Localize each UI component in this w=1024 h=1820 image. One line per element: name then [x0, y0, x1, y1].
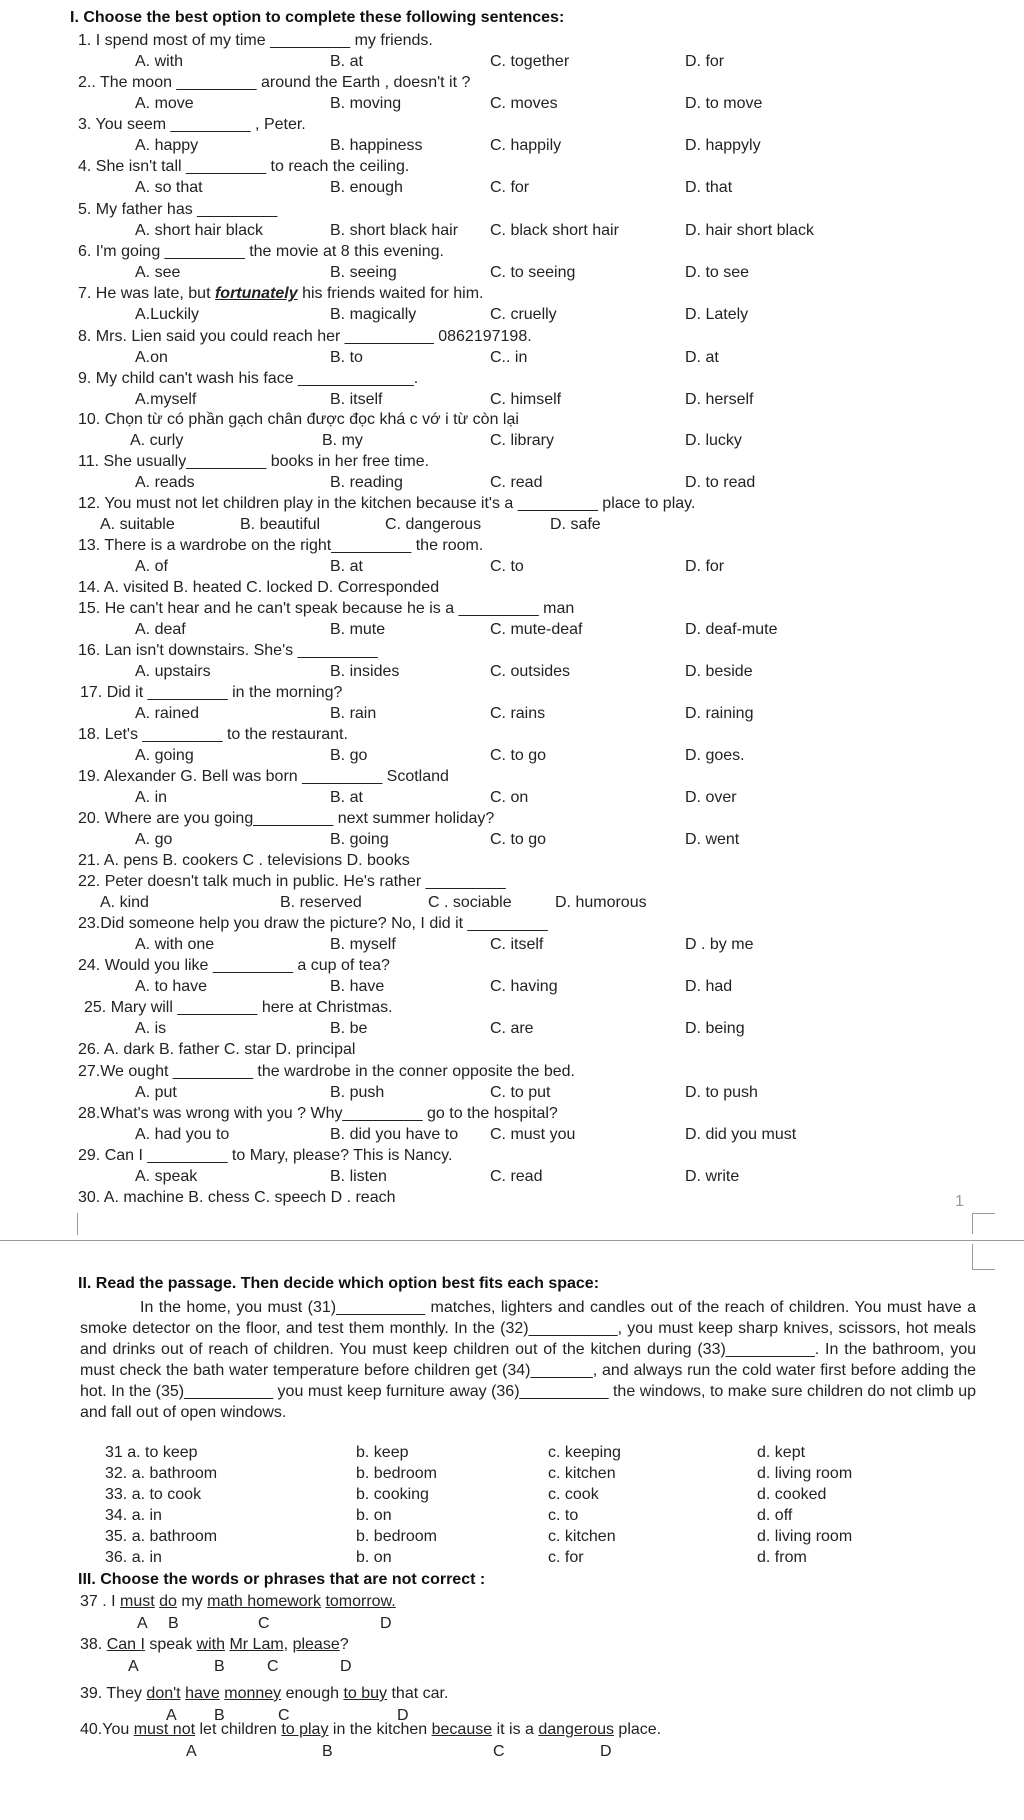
answer-option: B. insides — [330, 663, 400, 680]
passage-option: c. keeping — [548, 1444, 621, 1461]
answer-option: C. read — [490, 1168, 543, 1185]
answer-option: A. see — [135, 264, 181, 281]
underlined-word: dangerous — [538, 1721, 614, 1738]
answer-option: C. for — [490, 179, 530, 196]
underlined-word: tomorrow. — [325, 1593, 396, 1610]
answer-option: B. to — [330, 349, 363, 366]
answer-letter: C — [278, 1707, 290, 1724]
answer-option: B. reading — [330, 474, 403, 491]
answer-option: B. enough — [330, 179, 403, 196]
answer-option: C. black short hair — [490, 222, 619, 239]
underlined-word: Mr Lam, — [229, 1636, 289, 1653]
question-stem: 14. A. visited B. heated C. locked D. Corresponded — [78, 579, 440, 596]
passage-option: 31 a. to keep — [105, 1444, 198, 1461]
answer-option: C. itself — [490, 936, 544, 953]
answer-option: A. speak — [135, 1168, 198, 1185]
answer-option: A. kind — [100, 894, 149, 911]
answer-option: C . sociable — [428, 894, 512, 911]
question-stem: 6. I'm going _________ the movie at 8 this evening. — [78, 243, 444, 260]
passage-option: 35. a. bathroom — [105, 1528, 218, 1545]
passage-option: 36. a. in — [105, 1549, 162, 1566]
answer-option: D. for — [685, 558, 725, 575]
answer-option: D. to move — [685, 95, 763, 112]
sentence-text: speak — [144, 1636, 197, 1653]
underlined-word: because — [431, 1721, 493, 1738]
passage-option: 32. a. bathroom — [105, 1465, 218, 1482]
answer-option: C. are — [490, 1020, 534, 1037]
sentence-37 — [80, 1592, 396, 1612]
answer-letter: C — [267, 1658, 279, 1675]
answer-option: A. going — [135, 747, 194, 764]
passage-option: b. on — [356, 1549, 392, 1566]
passage-option: c. for — [548, 1549, 584, 1566]
answer-option: D. safe — [550, 516, 601, 533]
question-stem: 26. A. dark B. father C. star D. principal — [78, 1041, 356, 1058]
page-number: 1 — [955, 1193, 964, 1210]
question-stem: 20. Where are you going_________ next summer holiday? — [78, 810, 495, 827]
question-stem: 9. My child can't wash his face _____________. — [78, 370, 419, 387]
corner-mark — [55, 1213, 78, 1235]
passage-option: 34. a. in — [105, 1507, 162, 1524]
question-stem: 24. Would you like _________ a cup of tea? — [78, 957, 390, 974]
answer-option: C. on — [490, 789, 529, 806]
answer-option: D. over — [685, 789, 737, 806]
answer-option: B. beautiful — [240, 516, 321, 533]
answer-option: B. seeing — [330, 264, 397, 281]
answer-option: A. of — [135, 558, 168, 575]
answer-option: B. did you have to — [330, 1126, 459, 1143]
answer-option: A. curly — [130, 432, 184, 449]
passage-option: c. kitchen — [548, 1528, 616, 1545]
passage-option: b. bedroom — [356, 1528, 437, 1545]
answer-option: B. magically — [330, 306, 417, 323]
answer-option: B. mute — [330, 621, 386, 638]
answer-option: A. short hair black — [135, 222, 264, 239]
underlined-word: math homework — [207, 1593, 321, 1610]
answer-option: C. must you — [490, 1126, 576, 1143]
sentence-text: 38. — [80, 1636, 107, 1653]
question-stem: 2.. The moon _________ around the Earth , doesn't it ? — [78, 74, 471, 91]
sentence-text: enough — [281, 1685, 344, 1702]
answer-option: D. went — [685, 831, 740, 848]
answer-option: A. suitable — [100, 516, 175, 533]
answer-option: B. moving — [330, 95, 402, 112]
answer-option: A. so that — [135, 179, 203, 196]
answer-option: B. push — [330, 1084, 385, 1101]
answer-option: A. to have — [135, 978, 208, 995]
underlined-word: to buy — [343, 1685, 388, 1702]
answer-letter: B — [168, 1615, 179, 1632]
question-stem: 12. You must not let children play in the kitchen because it's a _________ place to play. — [78, 495, 696, 512]
question-stem: 11. She usually_________ books in her free time. — [78, 453, 430, 470]
answer-option: A. in — [135, 789, 168, 806]
answer-option: A. rained — [135, 705, 200, 722]
answer-option: B. at — [330, 53, 363, 70]
sentence-40 — [80, 1720, 661, 1740]
answer-option: A. is — [135, 1020, 167, 1037]
answer-option: B. myself — [330, 936, 396, 953]
underlined-word: don't — [146, 1685, 181, 1702]
answer-option: D. to see — [685, 264, 750, 281]
answer-option: C. mute-deaf — [490, 621, 583, 638]
answer-letter: B — [214, 1707, 225, 1724]
sentence-text: 37 . I — [80, 1593, 121, 1610]
question-stem: 19. Alexander G. Bell was born _________ Scotland — [78, 768, 449, 785]
answer-option: A. go — [135, 831, 173, 848]
answer-letter: A — [166, 1707, 177, 1724]
question-stem: 21. A. pens B. cookers C . televisions D. books — [78, 852, 410, 869]
question-stem: 15. He can't hear and he can't speak because he is a _________ man — [78, 600, 575, 617]
sentence-text: let children — [195, 1721, 282, 1738]
answer-option: D. deaf-mute — [685, 621, 778, 638]
sentence-text: my — [176, 1593, 208, 1610]
part1-heading: I. Choose the best option to complete these following sentences: — [70, 9, 565, 26]
answer-option: D. raining — [685, 705, 754, 722]
answer-option: C. dangerous — [385, 516, 482, 533]
answer-option: C. to seeing — [490, 264, 576, 281]
passage-option: d. from — [757, 1549, 807, 1566]
answer-option: A.myself — [135, 391, 197, 408]
answer-option: D. to push — [685, 1084, 758, 1101]
answer-option: D. lucky — [685, 432, 742, 449]
stem-text: 7. He was late, but — [78, 285, 215, 302]
question-stem: 4. She isn't tall _________ to reach the ceiling. — [78, 158, 410, 175]
answer-option: A.Luckily — [135, 306, 200, 323]
passage-option: c. cook — [548, 1486, 599, 1503]
underlined-word: to play — [281, 1721, 329, 1738]
page-divider — [0, 1240, 1024, 1241]
underlined-word: do — [159, 1593, 177, 1610]
answer-option: A. upstairs — [135, 663, 211, 680]
sentence-39 — [80, 1684, 448, 1704]
underlined-word: with — [196, 1636, 225, 1653]
answer-option: D. goes. — [685, 747, 745, 764]
passage-body: In the home, you must (31)__________ matches, lighters and candles out of the reach of children. You must have a smoke detector on the floor, and test them monthly. In the (32)__________, you must keep sharp knives, scissors, hot meals and drinks out of reach of children. You must keep children out of the kitchen during (33)__________. In the bathroom, you must check the bath water temperature before children get (34)_______, and always run the cold water first before adding the hot. In the (35)__________ you must keep furniture away (36)__________ the windows, to make sure children do not climb up and fall out of open windows. — [80, 1299, 976, 1421]
answer-option: D. that — [685, 179, 733, 196]
answer-option: B. listen — [330, 1168, 387, 1185]
answer-letter: C — [258, 1615, 270, 1632]
question-stem: 1. I spend most of my time _________ my friends. — [78, 32, 433, 49]
answer-option: B. at — [330, 558, 363, 575]
answer-option: D. had — [685, 978, 733, 995]
part3-heading: III. Choose the words or phrases that are not correct : — [78, 1571, 486, 1588]
answer-option: C. to go — [490, 747, 547, 764]
answer-letter: D — [340, 1658, 352, 1675]
passage-option: d. cooked — [757, 1486, 827, 1503]
answer-option: C. moves — [490, 95, 558, 112]
underlined-word: must not — [133, 1721, 196, 1738]
question-stem: 27.We ought _________ the wardrobe in the conner opposite the bed. — [78, 1063, 575, 1080]
answer-option: A. happy — [135, 137, 199, 154]
answer-option: C. happily — [490, 137, 562, 154]
question-stem: 23.Did someone help you draw the picture? No, I did it _________ — [78, 915, 548, 932]
question-stem: 28.What's was wrong with you ? Why_________ go to the hospital? — [78, 1105, 558, 1122]
underlined-word: monney — [224, 1685, 282, 1702]
passage-option: b. on — [356, 1507, 392, 1524]
answer-letter: D — [397, 1707, 409, 1724]
answer-letter: A — [186, 1743, 197, 1760]
question-stem: 5. My father has _________ — [78, 201, 278, 218]
answer-option: D. for — [685, 53, 725, 70]
answer-option: B. going — [330, 831, 389, 848]
passage-option: 33. a. to cook — [105, 1486, 202, 1503]
question-stem: 16. Lan isn't downstairs. She's _________ — [78, 642, 378, 659]
answer-option: C. rains — [490, 705, 546, 722]
answer-option: A. move — [135, 95, 194, 112]
answer-option: B. rain — [330, 705, 377, 722]
underlined-word: please — [292, 1636, 340, 1653]
sentence-text: that car. — [387, 1685, 449, 1702]
answer-option: A. with — [135, 53, 184, 70]
answer-letter: B — [322, 1743, 333, 1760]
answer-option: C. cruelly — [490, 306, 557, 323]
sentence-text: 39. They — [80, 1685, 147, 1702]
corner-mark — [972, 1244, 995, 1270]
answer-letter: C — [493, 1743, 505, 1760]
answer-option: A. had you to — [135, 1126, 230, 1143]
answer-option: D. humorous — [555, 894, 647, 911]
answer-option: B. itself — [330, 391, 383, 408]
question-stem: 17. Did it _________ in the morning? — [80, 684, 343, 701]
answer-option: C. to put — [490, 1084, 551, 1101]
sentence-text: 40.You — [80, 1721, 134, 1738]
answer-letter: D — [600, 1743, 612, 1760]
answer-option: C. to go — [490, 831, 547, 848]
question-stem: 18. Let's _________ to the restaurant. — [78, 726, 348, 743]
answer-option: B. short black hair — [330, 222, 459, 239]
answer-option: D. write — [685, 1168, 740, 1185]
answer-letter: A — [128, 1658, 139, 1675]
answer-option: D. herself — [685, 391, 754, 408]
answer-option: B. reserved — [280, 894, 362, 911]
stem-text: his friends waited for him. — [297, 285, 484, 302]
answer-option: D. happyly — [685, 137, 761, 154]
answer-option: B. at — [330, 789, 363, 806]
answer-letter: D — [380, 1615, 392, 1632]
question-stem: 22. Peter doesn't talk much in public. He's rather _________ — [78, 873, 506, 890]
sentence-text: place. — [613, 1721, 662, 1738]
answer-option: A. reads — [135, 474, 195, 491]
underlined-word: Can I — [106, 1636, 145, 1653]
answer-option: C. library — [490, 432, 555, 449]
underlined-word: fortunately — [214, 285, 298, 302]
question-stem: 29. Can I _________ to Mary, please? This is Nancy. — [78, 1147, 453, 1164]
answer-letter: A — [137, 1615, 148, 1632]
answer-option: A. with one — [135, 936, 215, 953]
sentence-38 — [80, 1635, 349, 1655]
answer-option: D. hair short black — [685, 222, 814, 239]
answer-letter: B — [214, 1658, 225, 1675]
part2-heading: II. Read the passage. Then decide which option best fits each space: — [78, 1275, 600, 1292]
sentence-text: it is a — [492, 1721, 539, 1738]
answer-option: B. go — [330, 747, 368, 764]
corner-mark — [972, 1213, 995, 1234]
answer-option: C. together — [490, 53, 570, 70]
question-stem: 30. A. machine B. chess C. speech D . reach — [78, 1189, 396, 1206]
answer-option: B. be — [330, 1020, 368, 1037]
answer-option: A. deaf — [135, 621, 186, 638]
underlined-word: must — [120, 1593, 155, 1610]
answer-option: D . by me — [685, 936, 754, 953]
question-stem: 3. You seem _________ , Peter. — [78, 116, 306, 133]
answer-option: C. to — [490, 558, 524, 575]
answer-option: D. did you must — [685, 1126, 797, 1143]
answer-option: D. being — [685, 1020, 745, 1037]
underlined-word: have — [185, 1685, 220, 1702]
answer-option: D. beside — [685, 663, 753, 680]
passage-option: d. off — [757, 1507, 793, 1524]
answer-option: D. at — [685, 349, 719, 366]
question-stem: 8. Mrs. Lien said you could reach her __________ 0862197198. — [78, 328, 532, 345]
question-stem: 10. Chọn từ có phần gạch chân được đọc khá c vớ i từ còn lại — [78, 411, 519, 428]
question-stem — [78, 284, 484, 304]
passage-option: b. cooking — [356, 1486, 429, 1503]
question-stem: 25. Mary will _________ here at Christmas. — [84, 999, 393, 1016]
passage-option: c. to — [548, 1507, 579, 1524]
answer-option: B. my — [322, 432, 363, 449]
sentence-text: ? — [339, 1636, 349, 1653]
answer-option: B. have — [330, 978, 385, 995]
answer-option: C.. in — [490, 349, 528, 366]
question-stem: 13. There is a wardrobe on the right_________ the room. — [78, 537, 484, 554]
answer-option: C. having — [490, 978, 558, 995]
passage-option: d. kept — [757, 1444, 806, 1461]
answer-option: A.on — [135, 349, 168, 366]
answer-option: B. happiness — [330, 137, 423, 154]
answer-option: A. put — [135, 1084, 177, 1101]
passage-option: d. living room — [757, 1528, 853, 1545]
answer-option: C. himself — [490, 391, 562, 408]
answer-option: D. to read — [685, 474, 756, 491]
answer-option: D. Lately — [685, 306, 749, 323]
passage-option: c. kitchen — [548, 1465, 616, 1482]
answer-option: C. outsides — [490, 663, 571, 680]
passage-text — [80, 1297, 976, 1423]
passage-option: b. bedroom — [356, 1465, 437, 1482]
answer-option: C. read — [490, 474, 543, 491]
passage-option: b. keep — [356, 1444, 409, 1461]
passage-option: d. living room — [757, 1465, 853, 1482]
sentence-text: in the kitchen — [328, 1721, 432, 1738]
